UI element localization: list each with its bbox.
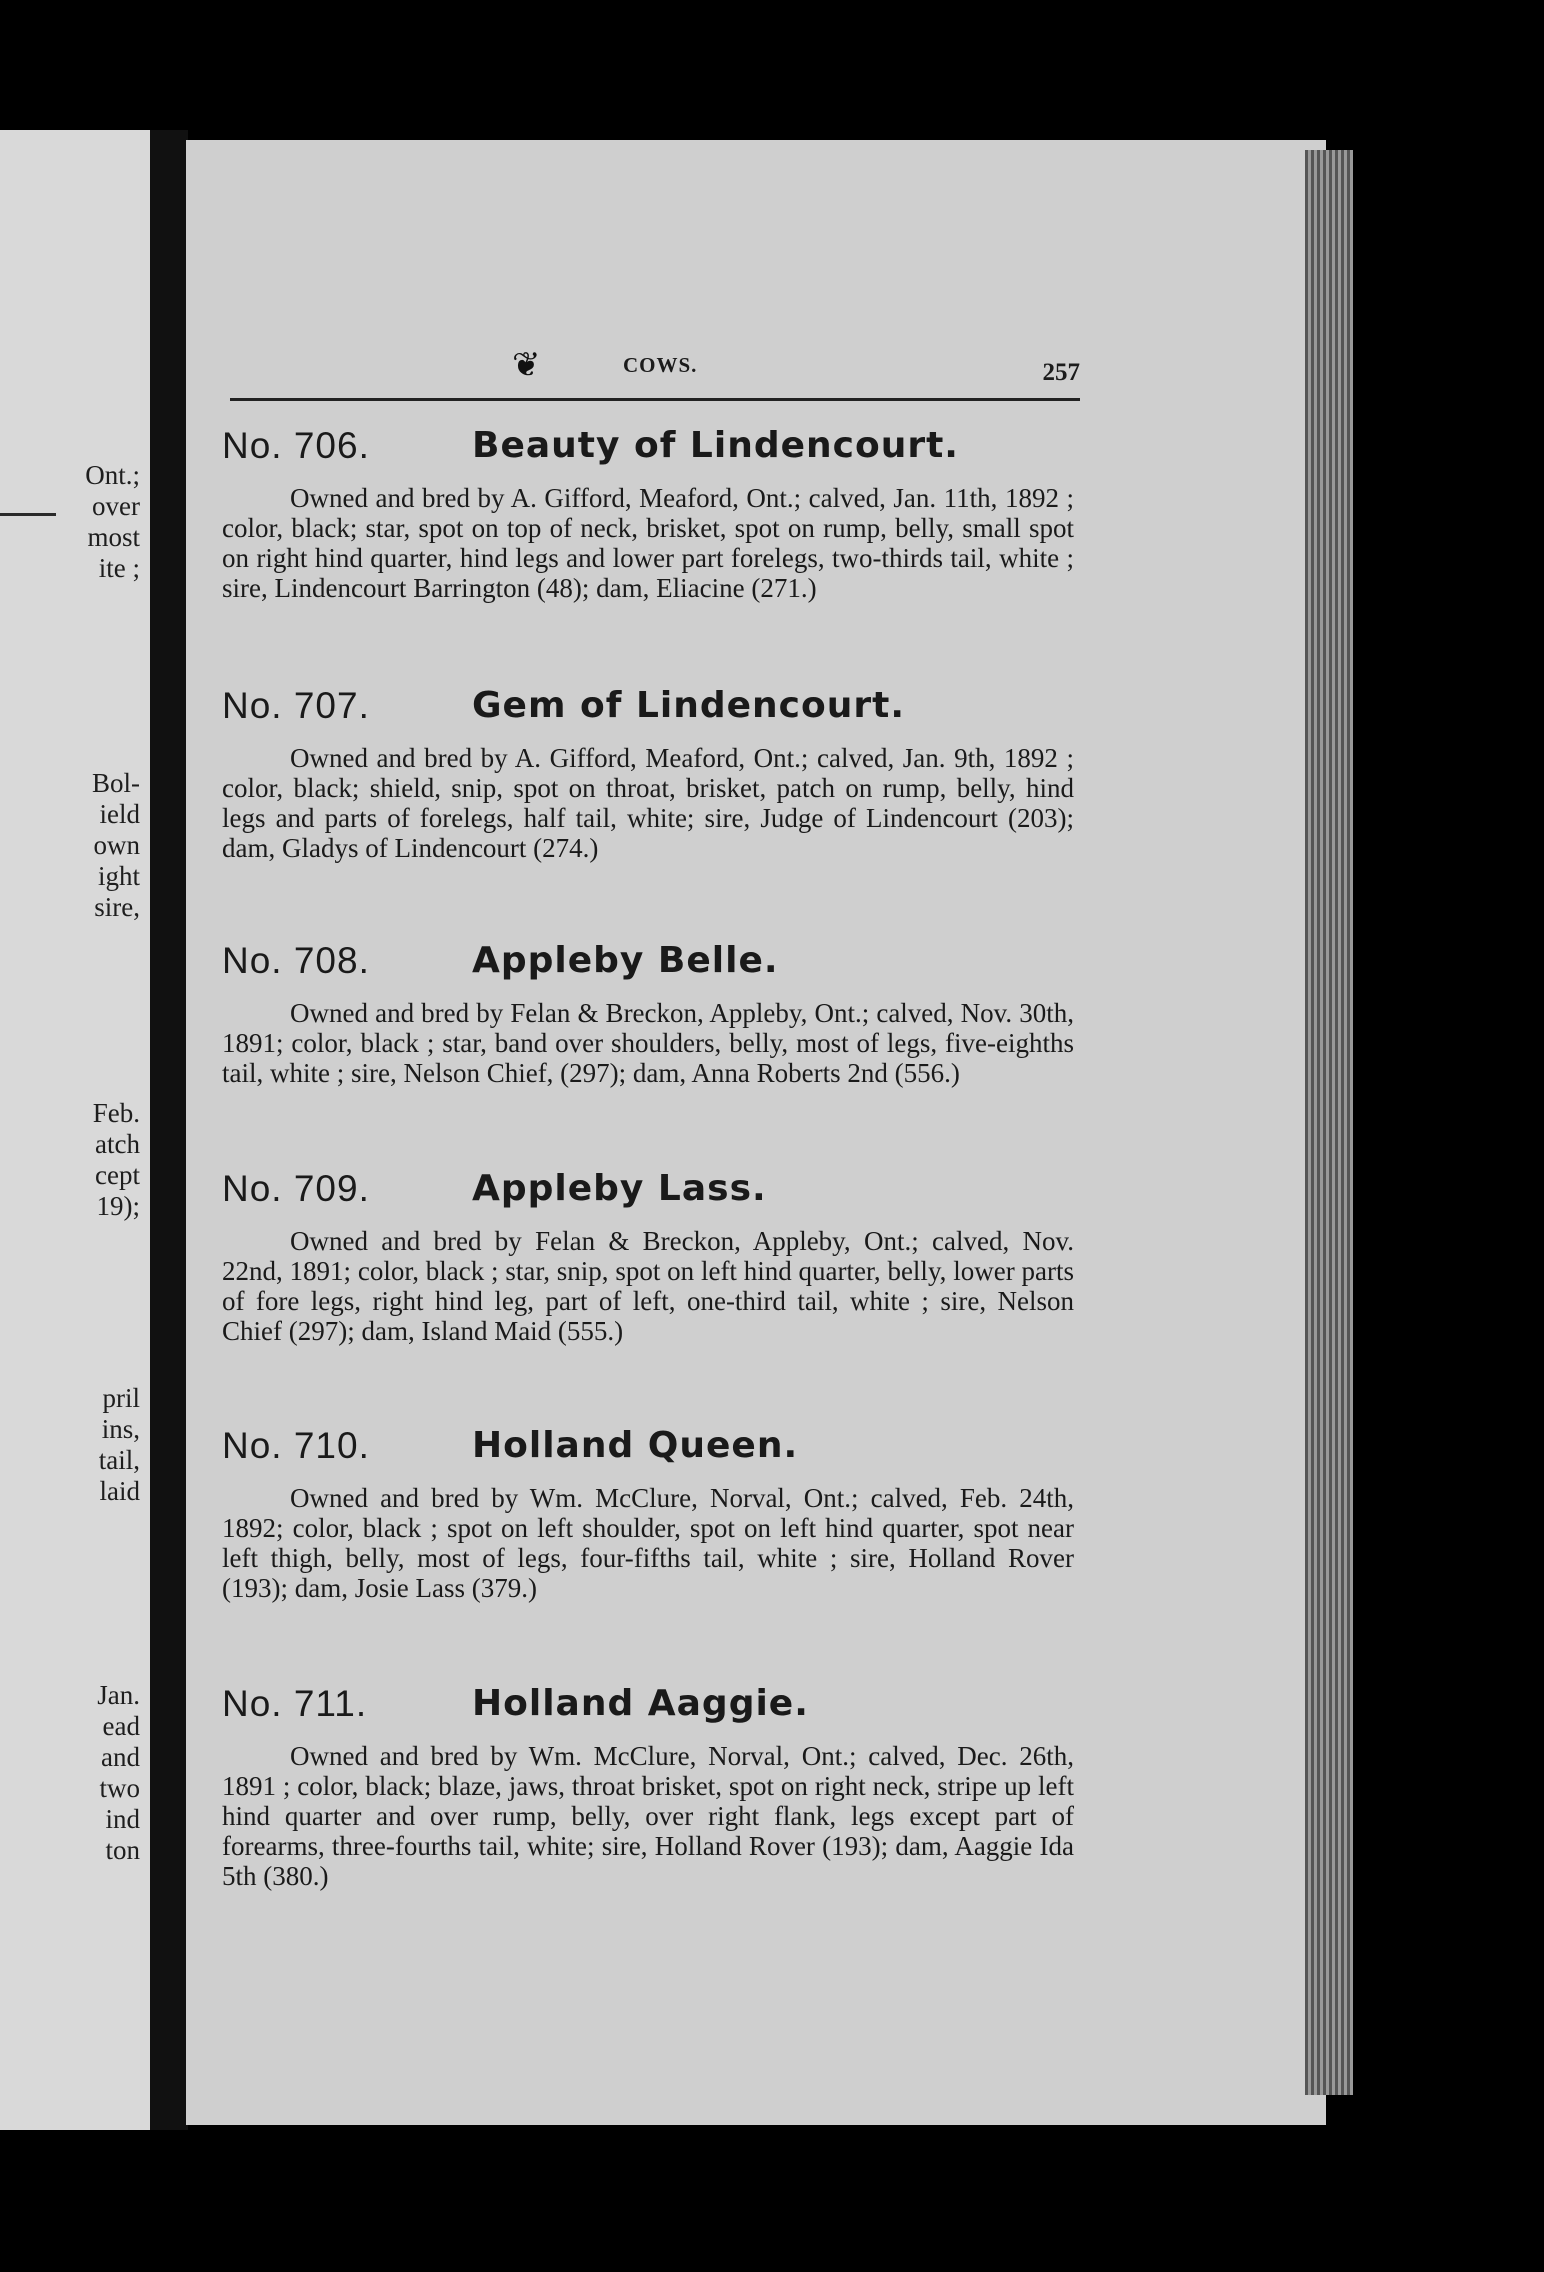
entry-number: No. 707. <box>222 685 370 726</box>
facing-page-fragment: Ont.; over most ite ; <box>85 460 140 583</box>
facing-page-fragment: pril ins, tail, laid <box>98 1383 140 1506</box>
entry-description: Owned and bred by Felan & Breckon, Appleby, Ont.; calved, Nov. 30th, 1891; color, black ; star, band over shoulders, belly, most of legs, five-eighths tail, white ; sire, Nelson Chief, (297); dam, Anna Roberts 2nd (556.) <box>222 998 1074 1088</box>
cow-entry <box>222 685 1074 863</box>
entry-heading <box>222 425 1074 473</box>
entry-number: No. 708. <box>222 940 370 981</box>
page-number: 257 <box>1042 359 1080 386</box>
entry-heading <box>222 1168 1074 1216</box>
entry-number: No. 709. <box>222 1168 370 1209</box>
entry-name: Holland Aaggie. <box>472 1683 809 1724</box>
page-edges <box>1305 150 1353 2095</box>
entry-description: Owned and bred by Wm. McClure, Norval, Ont.; calved, Feb. 24th, 1892; color, black ; spot on left shoulder, spot on left hind quarter, spot near left thigh, belly, most of legs, four-fifths tail, white ; sire, Holland Rover (193); dam, Josie Lass (379.) <box>222 1483 1074 1603</box>
facing-page-fragment: Jan. ead and two ind ton <box>97 1680 140 1865</box>
entry-description: Owned and bred by A. Gifford, Meaford, Ont.; calved, Jan. 9th, 1892 ; color, black; shield, snip, spot on throat, brisket, patch on rump, belly, hind legs and parts of forelegs, half tail, white; sire, Judge of Lindencourt (203); dam, Gladys of Lindencourt (274.) <box>222 743 1074 863</box>
entry-number: No. 711. <box>222 1683 368 1724</box>
facing-page-fragment: Feb. atch cept 19); <box>92 1098 140 1221</box>
cow-entry <box>222 940 1074 1088</box>
entry-description: Owned and bred by Wm. McClure, Norval, Ont.; calved, Dec. 26th, 1891 ; color, black; blaze, jaws, throat brisket, spot on right neck, stripe up left hind quarter and over rump, belly, over right flank, legs except part of forearms, three-fourths tail, white; sire, Holland Rover (193); dam, Aaggie Ida 5th (380.) <box>222 1741 1074 1891</box>
entry-name: Beauty of Lindencourt. <box>472 425 959 466</box>
entry-number: No. 710. <box>222 1425 370 1466</box>
entry-heading <box>222 940 1074 988</box>
entry-heading <box>222 685 1074 733</box>
facing-page-fragment: Bol- ield own ight sire, <box>91 768 140 922</box>
entry-heading <box>222 1683 1074 1731</box>
section-title: COWS. <box>623 353 698 377</box>
entry-description: Owned and bred by Felan & Breckon, Appleby, Ont.; calved, Nov. 22nd, 1891; color, black ; star, snip, spot on left hind quarter, belly, lower parts of fore legs, right hind leg, part of left, one-third tail, white ; sire, Nelson Chief (297); dam, Island Maid (555.) <box>222 1226 1074 1346</box>
entry-name: Appleby Belle. <box>472 940 779 981</box>
entry-number: No. 706. <box>222 425 370 466</box>
entry-name: Gem of Lindencourt. <box>472 685 905 726</box>
header-rule <box>230 398 1080 401</box>
entry-name: Holland Queen. <box>472 1425 799 1466</box>
entry-name: Appleby Lass. <box>472 1168 767 1209</box>
ornament-icon: ❦ <box>512 347 541 384</box>
entry-heading <box>222 1425 1074 1473</box>
cow-entry <box>222 1425 1074 1603</box>
book-gutter <box>150 130 188 2130</box>
cow-entry <box>222 425 1074 603</box>
cow-entry <box>222 1168 1074 1346</box>
running-head <box>230 345 1080 385</box>
cow-entry <box>222 1683 1074 1891</box>
entry-description: Owned and bred by A. Gifford, Meaford, Ont.; calved, Jan. 11th, 1892 ; color, black; star, spot on top of neck, brisket, spot on rump, belly, small spot on right hind quarter, hind legs and lower part forelegs, two-thirds tail, white ; sire, Lindencourt Barrington (48); dam, Eliacine (271.) <box>222 483 1074 603</box>
